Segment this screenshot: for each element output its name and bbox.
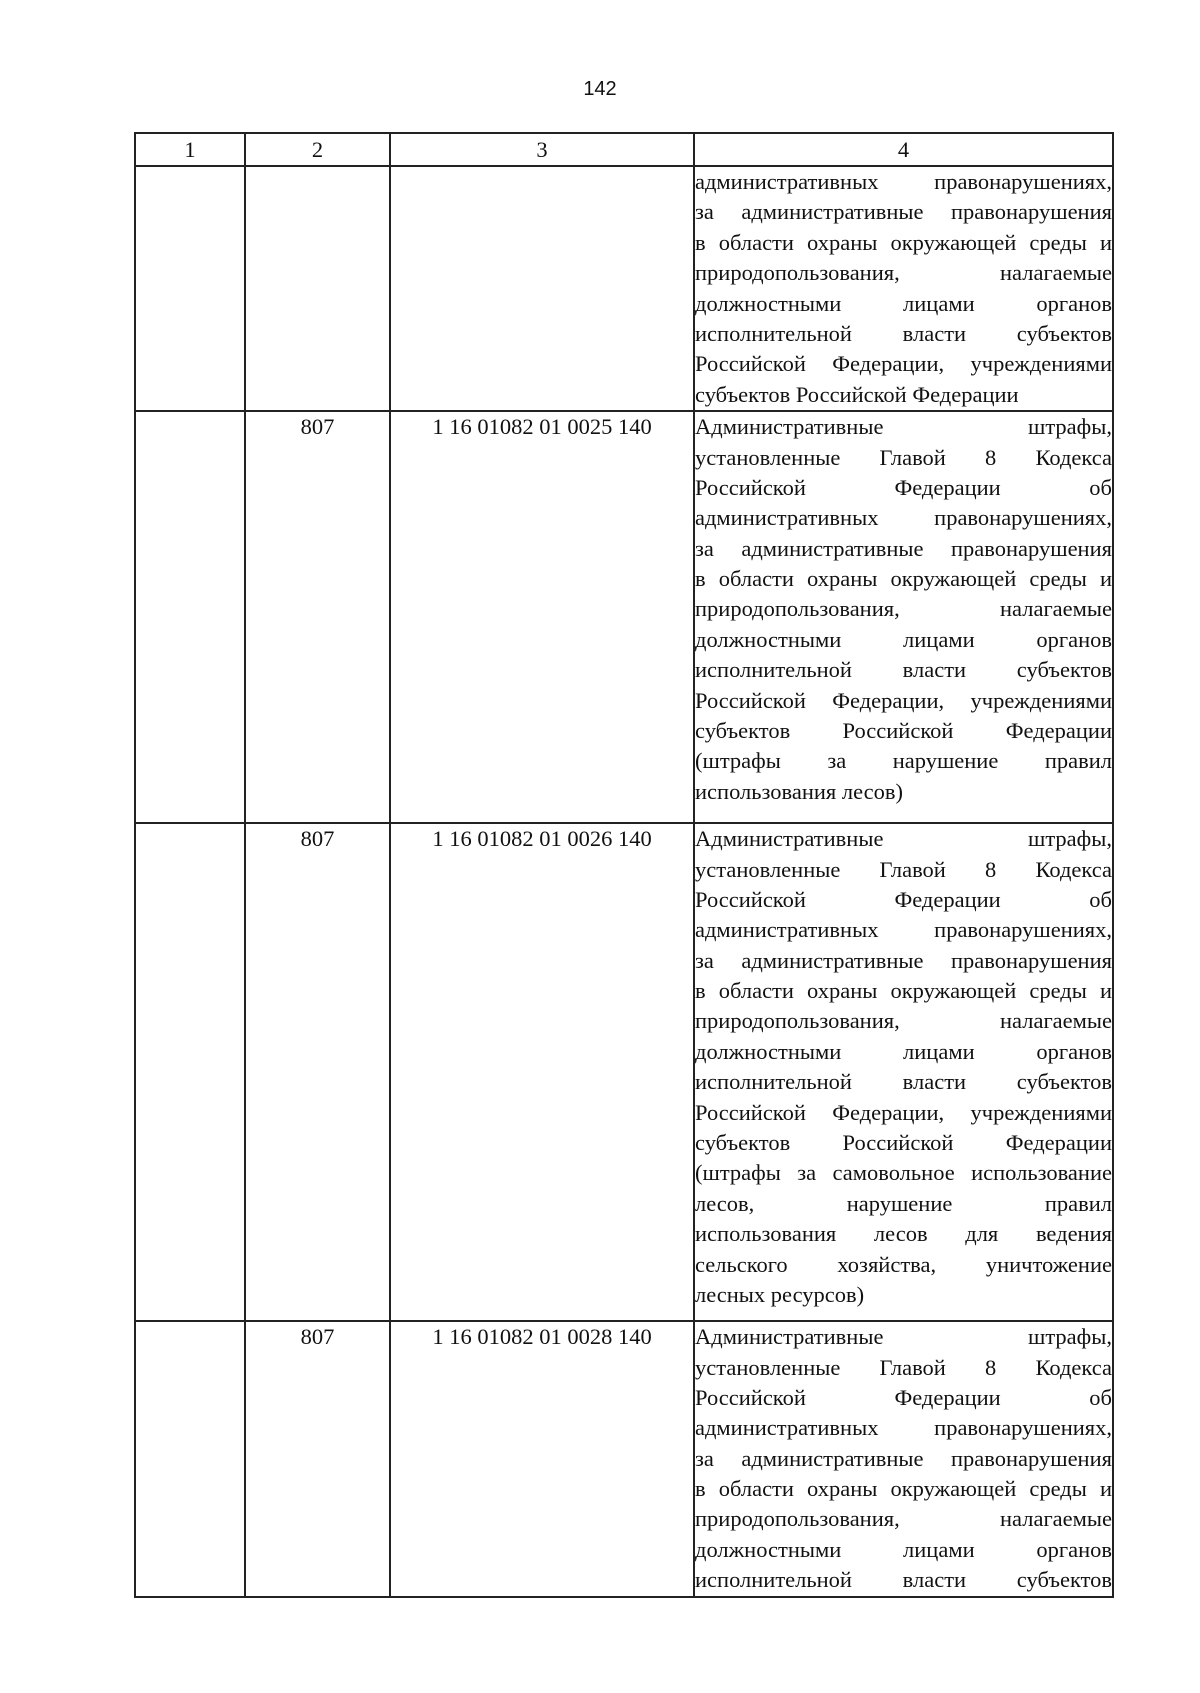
description-line: исполнительной власти субъектов (695, 1567, 1112, 1593)
description-line: установленные Главой 8 Кодекса (695, 856, 1112, 882)
column-header-3: 3 (390, 133, 694, 166)
description-line: исполнительной власти субъектов (695, 1069, 1112, 1095)
description-line: исполнительной власти субъектов (695, 657, 1112, 683)
description-line: за административные правонарушения (695, 1445, 1112, 1471)
description-line: административных правонарушениях, (695, 169, 1112, 194)
description-line: должностными лицами органов (695, 1536, 1112, 1562)
description-line: использования лесов) (695, 778, 904, 804)
description-line: Российской Федерации, учреждениями (695, 351, 1112, 377)
column-header-1: 1 (135, 133, 245, 166)
description-line: должностными лицами органов (695, 290, 1112, 316)
table-row (135, 411, 1113, 823)
cell-col1 (135, 166, 245, 411)
column-header-2: 2 (245, 133, 390, 166)
description-line: Российской Федерации, учреждениями (695, 1099, 1112, 1125)
description-line: природопользования, налагаемые (695, 1008, 1112, 1034)
description-line: исполнительной власти субъектов (695, 320, 1112, 346)
cell-col1 (135, 411, 245, 823)
description-line: Административные штрафы, (695, 1324, 1112, 1350)
description-line: Российской Федерации об (695, 886, 1112, 912)
revenue-codes-table (134, 132, 1114, 1598)
description-line: (штрафы за самовольное использование (695, 1160, 1112, 1186)
page-number: 142 (583, 78, 617, 100)
cell-col1 (135, 823, 245, 1321)
table-row (135, 823, 1113, 1321)
description-line: в области охраны окружающей среды и (695, 1476, 1112, 1502)
description-line: административных правонарушениях, (695, 1415, 1112, 1441)
description-line: Российской Федерации, учреждениями (695, 687, 1112, 713)
cell-description (694, 411, 1113, 823)
cell-admin-code (245, 166, 390, 411)
description-line: использования лесов для ведения (695, 1221, 1112, 1247)
column-header-4: 4 (694, 133, 1113, 166)
cell-description (694, 823, 1113, 1321)
description-line: в области охраны окружающей среды и (695, 978, 1112, 1004)
description-line: административных правонарушениях, (695, 917, 1112, 943)
description-line: в области охраны окружающей среды и (695, 229, 1112, 255)
table-row (135, 166, 1113, 411)
cell-revenue-code (390, 166, 694, 411)
table-body (135, 166, 1113, 1597)
description-line: должностными лицами органов (695, 1038, 1112, 1064)
description-line: Административные штрафы, (695, 826, 1112, 852)
description-line: субъектов Российской Федерации (695, 1130, 1112, 1156)
table-row (135, 1321, 1113, 1597)
cell-admin-code: 807 (245, 411, 390, 823)
description-line: должностными лицами органов (695, 626, 1112, 652)
description-line: за административные правонарушения (695, 199, 1112, 225)
description-line: лесов, нарушение правил (695, 1190, 1112, 1216)
description-line: лесных ресурсов) (695, 1281, 865, 1307)
cell-revenue-code: 1 16 01082 01 0026 140 (390, 823, 694, 1321)
description-line: сельского хозяйства, уничтожение (695, 1251, 1112, 1277)
description-line: природопользования, налагаемые (695, 1506, 1112, 1532)
description-line: (штрафы за нарушение правил (695, 748, 1112, 774)
table-header-row (135, 133, 1113, 166)
description-line: субъектов Российской Федерации (695, 381, 1019, 407)
description-line: за административные правонарушения (695, 947, 1112, 973)
cell-description (694, 1321, 1113, 1597)
cell-revenue-code: 1 16 01082 01 0028 140 (390, 1321, 694, 1597)
description-line: за административные правонарушения (695, 535, 1112, 561)
description-line: природопользования, налагаемые (695, 596, 1112, 622)
description-line: Российской Федерации об (695, 474, 1112, 500)
description-line: Административные штрафы, (695, 414, 1112, 440)
cell-col1 (135, 1321, 245, 1597)
description-line: субъектов Российской Федерации (695, 718, 1112, 744)
description-line: установленные Главой 8 Кодекса (695, 1354, 1112, 1380)
description-line: в области охраны окружающей среды и (695, 566, 1112, 592)
cell-admin-code: 807 (245, 1321, 390, 1597)
cell-description (694, 166, 1113, 411)
cell-admin-code: 807 (245, 823, 390, 1321)
cell-revenue-code: 1 16 01082 01 0025 140 (390, 411, 694, 823)
description-line: административных правонарушениях, (695, 505, 1112, 531)
description-line: природопользования, налагаемые (695, 260, 1112, 286)
description-line: Российской Федерации об (695, 1384, 1112, 1410)
description-line: установленные Главой 8 Кодекса (695, 444, 1112, 470)
